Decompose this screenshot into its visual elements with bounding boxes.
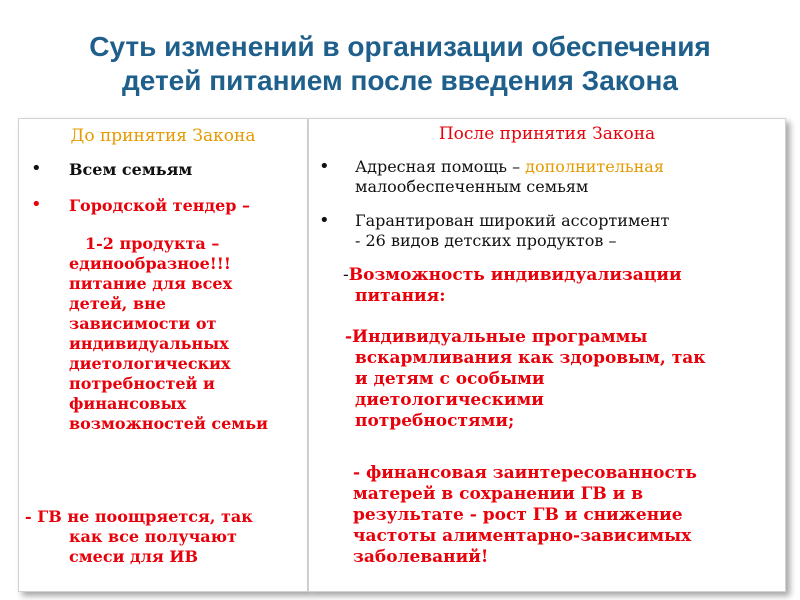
note-line: смеси для ИВ	[69, 547, 198, 566]
tender-detail	[69, 234, 268, 434]
detail-line: детей, вне	[69, 294, 166, 313]
targeted-help-text: Адресная помощь –	[355, 157, 526, 176]
title-line-2: детей питанием после введения Закона	[121, 65, 679, 96]
detail-line: питание для всех	[69, 274, 233, 293]
programs-line: потребностями;	[355, 411, 515, 431]
detail-line: 1-2 продукта –	[85, 234, 220, 253]
programs-line: и детям с особыми	[355, 369, 545, 389]
detail-line: индивидуальных	[69, 334, 229, 353]
financial-line: матерей в сохранении ГВ и в	[353, 484, 644, 504]
detail-line: возможностей семьи	[69, 414, 268, 433]
financial-interest-subitem	[353, 463, 697, 568]
targeted-help-item	[355, 157, 664, 197]
dash-marker: -	[343, 265, 349, 285]
financial-line: - финансовая заинтересованность	[353, 463, 697, 483]
after-law-panel	[308, 118, 786, 592]
financial-line: результате - рост ГВ и снижение	[353, 505, 683, 525]
note-line: как все получают	[69, 527, 237, 546]
assortment-line1: Гарантирован широкий ассортимент	[355, 211, 670, 230]
financial-line: заболеваний!	[353, 547, 489, 567]
bullet-icon: •	[31, 158, 42, 179]
individualization-line2: питания:	[355, 286, 446, 306]
note-line: - ГВ не поощряется, так	[25, 507, 253, 526]
assortment-line2: - 26 видов детских продуктов –	[355, 231, 617, 250]
assortment-item	[355, 211, 669, 251]
programs-line: вскармливания как здоровым, так	[355, 348, 706, 368]
breastfeeding-note	[25, 507, 253, 567]
additional-highlight: дополнительная	[525, 157, 664, 176]
programs-line: -Индивидуальные программы	[345, 327, 648, 347]
detail-line: диетологических	[69, 354, 231, 373]
detail-line: потребностей и	[69, 374, 215, 393]
all-families-item: Всем семьям	[69, 160, 193, 179]
financial-line: частоты алиментарно-зависимых	[353, 526, 692, 546]
detail-line: зависимости от	[69, 314, 217, 333]
bullet-icon: •	[31, 194, 42, 215]
targeted-help-line2: малообеспеченным семьям	[355, 177, 589, 196]
title-line-1: Суть изменений в организации обеспечения	[89, 31, 711, 62]
detail-line: финансовых	[69, 394, 187, 413]
individualization-line1: Возможность индивидуализации	[348, 265, 682, 285]
bullet-icon: •	[319, 156, 330, 177]
individualization-subitem	[343, 265, 682, 307]
slide-title	[0, 30, 800, 98]
city-tender-item: Городской тендер –	[69, 196, 251, 215]
before-law-heading: До принятия Закона	[70, 126, 256, 146]
individual-programs-subitem	[345, 327, 706, 432]
bullet-icon: •	[319, 210, 330, 231]
detail-line: единообразное!!!	[69, 254, 231, 273]
after-law-heading: После принятия Закона	[438, 124, 656, 144]
programs-line: диетологическими	[355, 390, 544, 410]
before-law-panel	[18, 118, 308, 592]
